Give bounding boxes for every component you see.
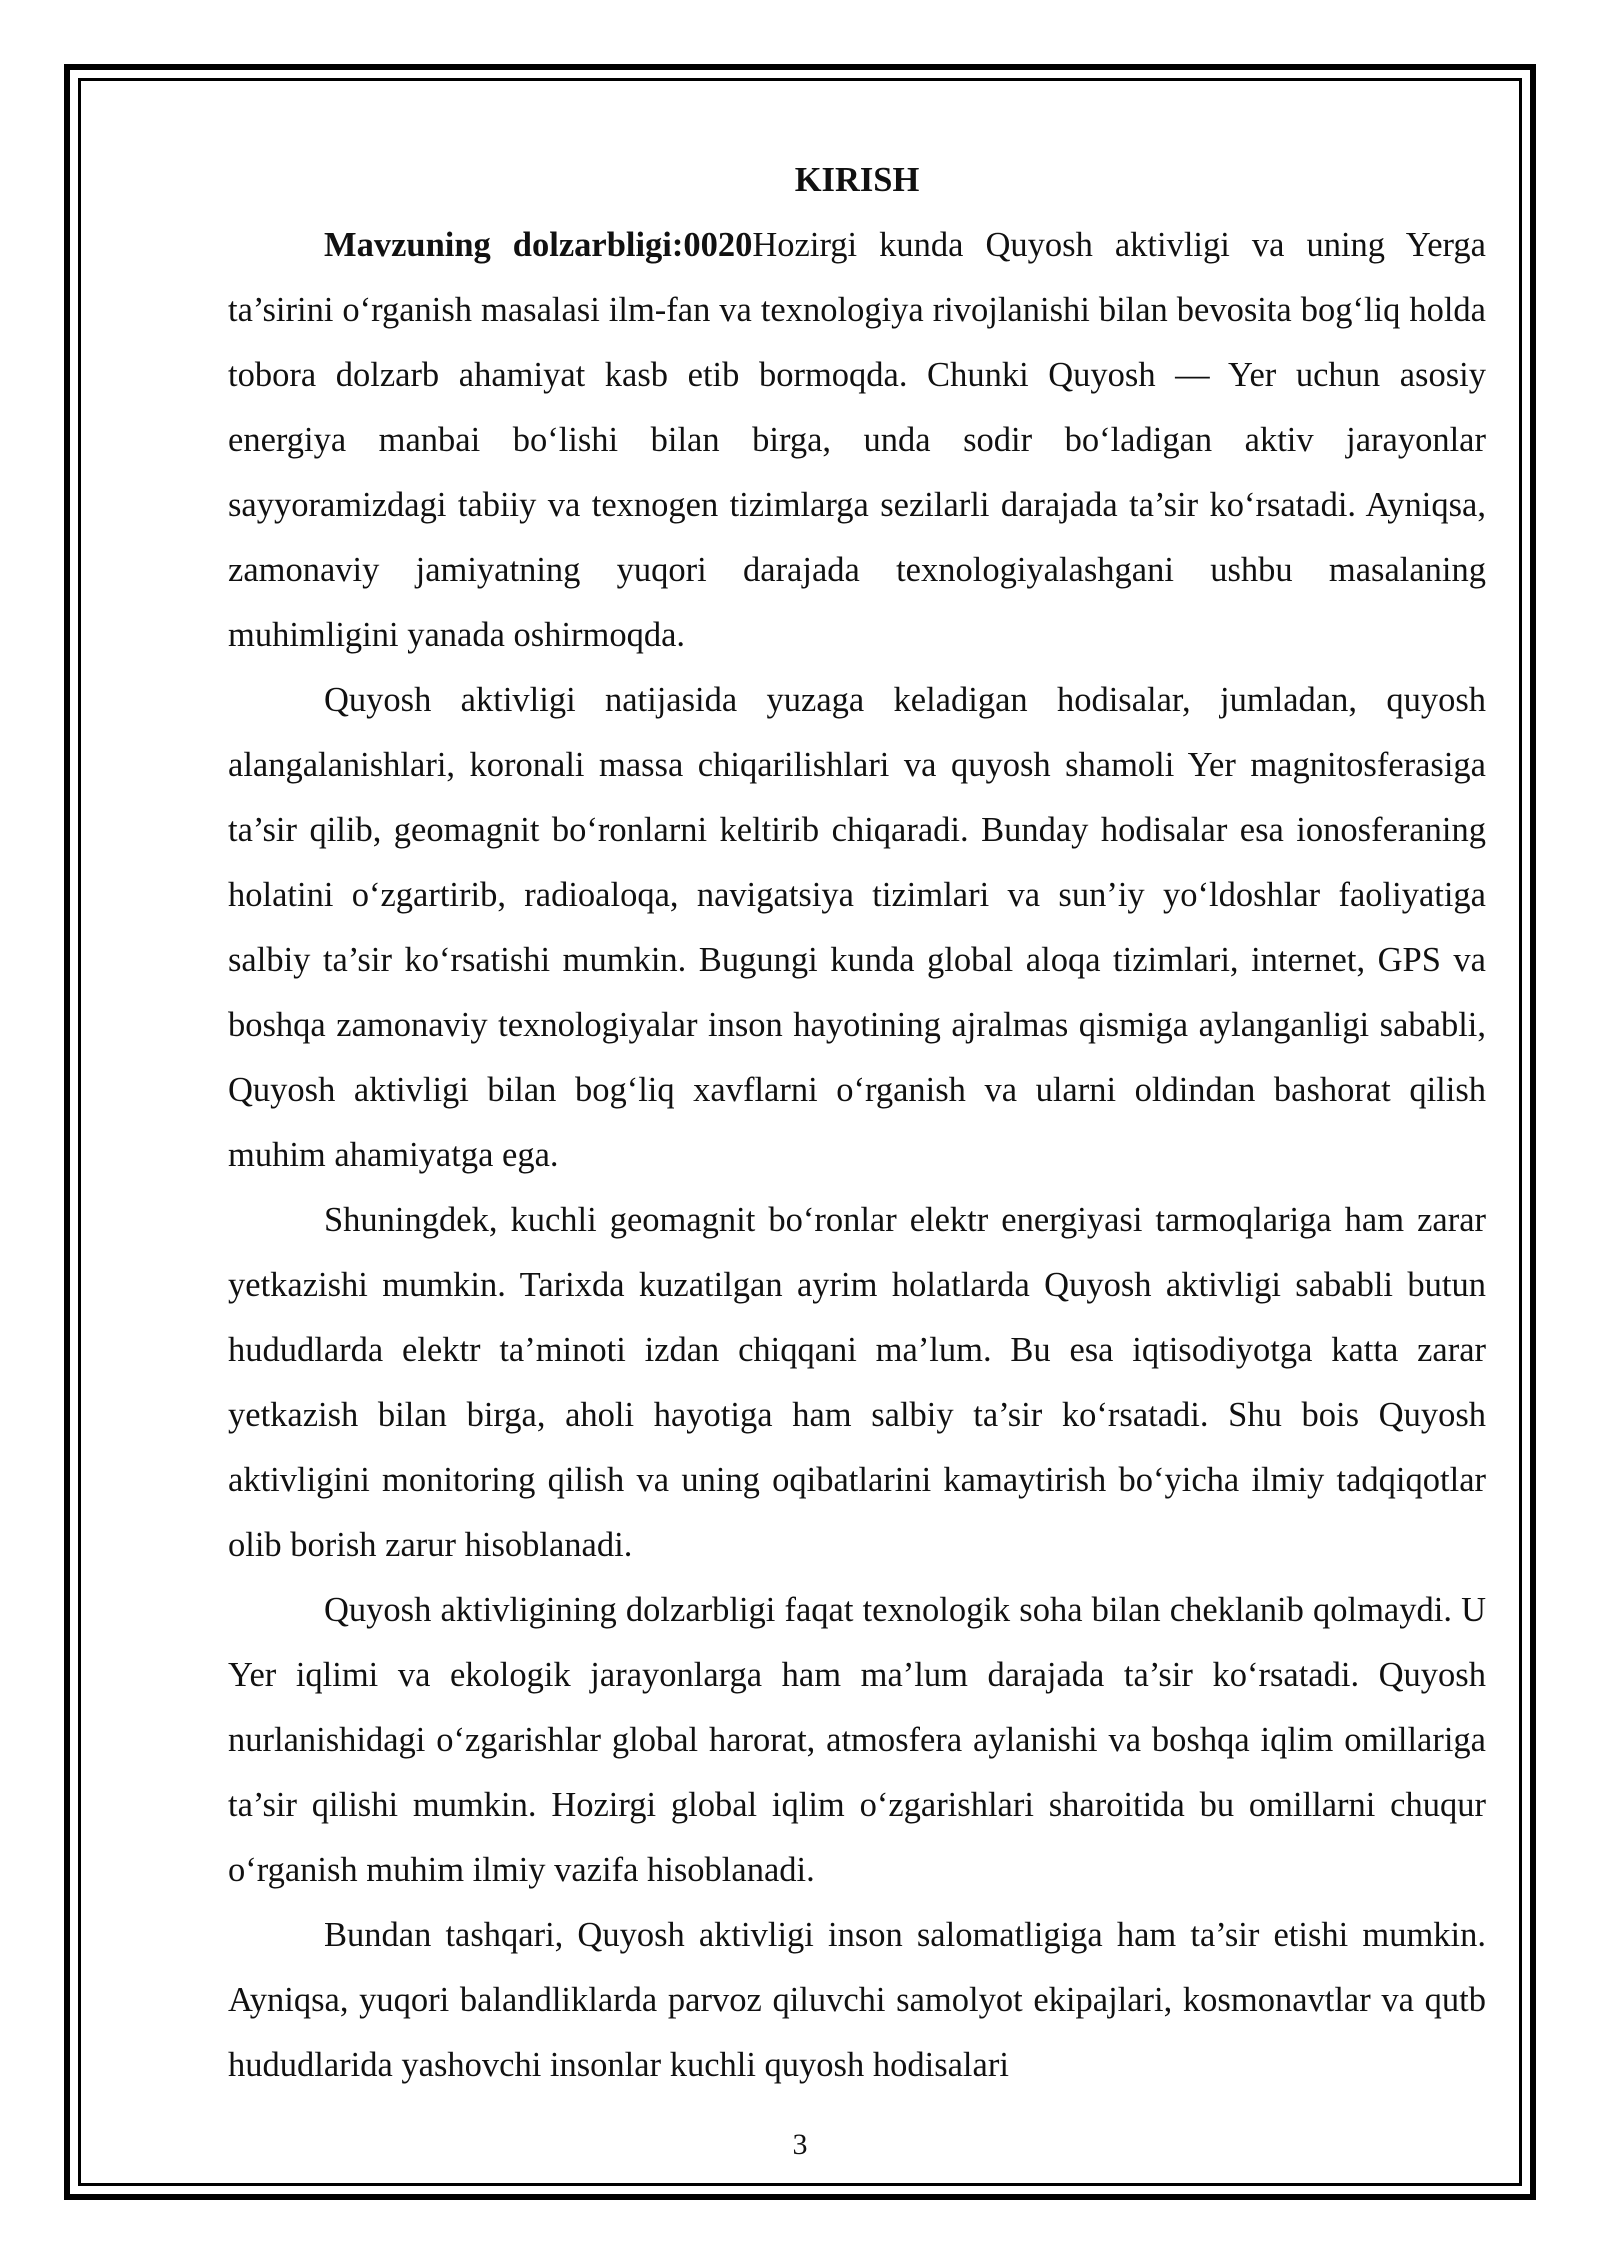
paragraph-3: Shuningdek, kuchli geomagnit bo‘ronlar elektr energiyasi tarmoqlariga ham zarar yetkazishi mumkin. Tarixda kuzatilgan ayrim holatlarda Quyosh aktivligi sababli butun hududlarda elektr ta’minoti izdan chiqqani ma’lum. Bu esa iqtisodiyotga katta zarar yetkazish bilan birga, aholi hayotiga ham salbiy ta’sir ko‘rsatadi. Shu bois Quyosh aktivligini monitoring qilish va uning oqibatlarini kamaytirish bo‘yicha ilmiy tadqiqotlar olib borish zarur hisoblanadi. xyxy=(228,1201,1486,1564)
paragraph-5: Bundan tashqari, Quyosh aktivligi inson salomatligiga ham ta’sir etishi mumkin. Ayniqsa, yuqori balandliklarda parvoz qiluvchi samolyot ekipajlari, kosmonavtlar va qutb hududlarida yashovchi insonlar kuchli quyosh hodisalari xyxy=(228,1916,1486,2084)
document-title: KIRISH xyxy=(794,161,920,199)
document-body xyxy=(228,148,1486,2098)
page-number: 3 xyxy=(792,2128,808,2161)
paragraph-1 xyxy=(228,213,1486,668)
lead-label: Mavzuning dolzarbligi:0020 xyxy=(324,226,753,264)
paragraph-1-text: Hozirgi kunda Quyosh aktivligi va uning Yerga ta’sirini o‘rganish masalasi ilm-fan va texnologiya rivojlanishi bilan bevosita bog‘liq holda tobora dolzarb ahamiyat kasb etib bormoqda. Chunki Quyosh — Yer uchun asosiy energiya manbai bo‘lishi bilan birga, unda sodir bo‘ladigan aktiv jarayonlar sayyoramizdagi tabiiy va texnogen tizimlarga sezilarli darajada ta’sir ko‘rsatadi. Ayniqsa, zamonaviy jamiyatning yuqori darajada texnologiyalashgani ushbu masalaning muhimligini yanada oshirmoqda. xyxy=(228,226,1486,654)
paragraph-4: Quyosh aktivligining dolzarbligi faqat texnologik soha bilan cheklanib qolmaydi. U Yer iqlimi va ekologik jarayonlarga ham ma’lum darajada ta’sir ko‘rsatadi. Quyosh nurlanishidagi o‘zgarishlar global harorat, atmosfera aylanishi va boshqa iqlim omillariga ta’sir qilishi mumkin. Hozirgi global iqlim o‘zgarishlari sharoitida bu omillarni chuqur o‘rganish muhim ilmiy vazifa hisoblanadi. xyxy=(228,1591,1486,1889)
paragraph-2: Quyosh aktivligi natijasida yuzaga keladigan hodisalar, jumladan, quyosh alangalanishlari, koronali massa chiqarilishlari va quyosh shamoli Yer magnitosferasiga ta’sir qilib, geomagnit bo‘ronlarni keltirib chiqaradi. Bunday hodisalar esa ionosferaning holatini o‘zgartirib, radioaloqa, navigatsiya tizimlari va sun’iy yo‘ldoshlar faoliyatiga salbiy ta’sir ko‘rsatishi mumkin. Bugungi kunda global aloqa tizimlari, internet, GPS va boshqa zamonaviy texnologiyalar inson hayotining ajralmas qismiga aylanganligi sababli, Quyosh aktivligi bilan bog‘liq xavflarni o‘rganish va ularni oldindan bashorat qilish muhim ahamiyatga ega. xyxy=(228,681,1486,1174)
